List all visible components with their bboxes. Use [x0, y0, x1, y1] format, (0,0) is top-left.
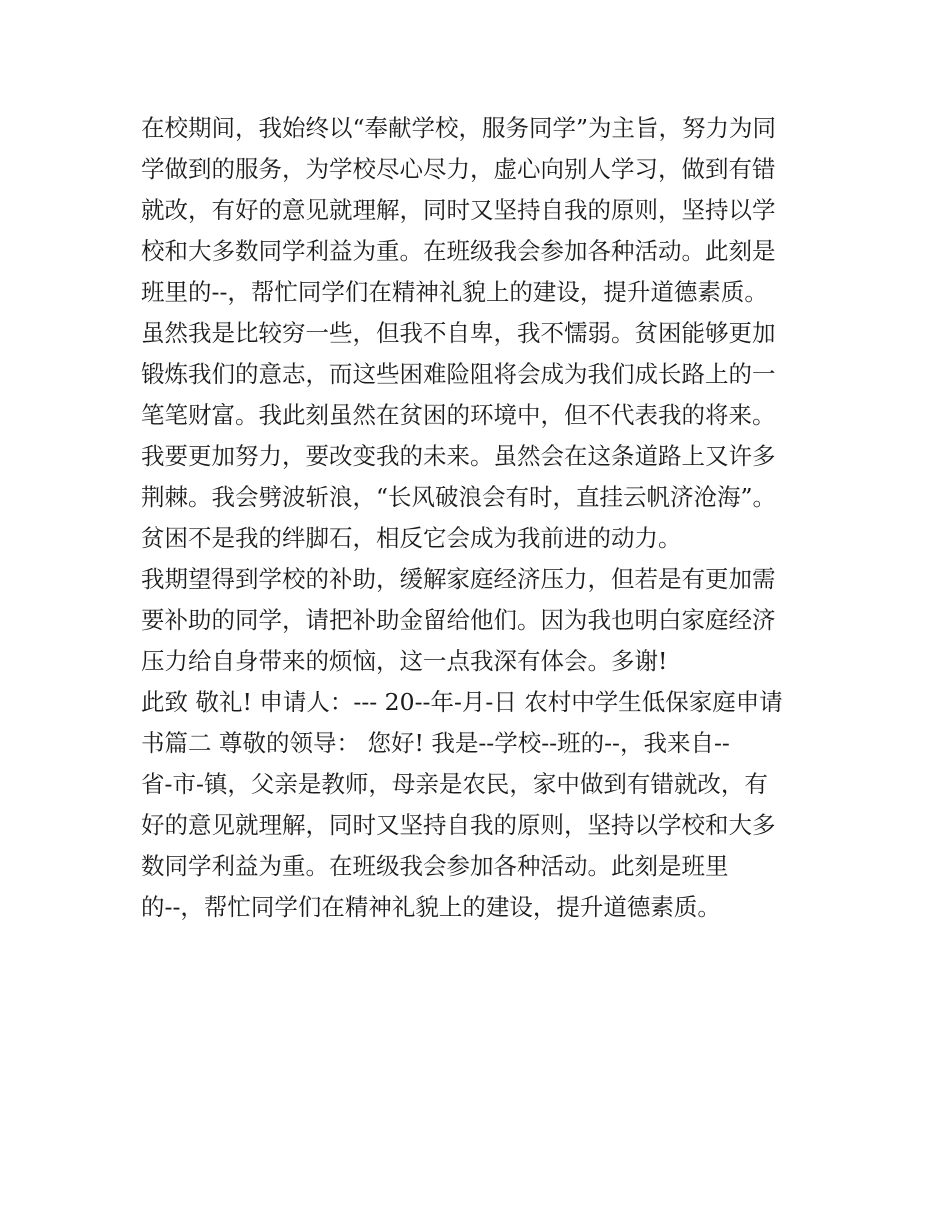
text-line: 好的意见就理解，同时又坚持自我的原则，坚持以学校和大多: [141, 811, 776, 839]
text-line: 班里的--，帮忙同学们在精神礼貌上的建设，提升道德素质。: [141, 278, 768, 306]
text-line: 虽然我是比较穷一些，但我不自卑，我不懦弱。贫困能够更加: [141, 319, 776, 347]
text-line: 要补助的同学，请把补助金留给他们。因为我也明白家庭经济: [141, 606, 776, 634]
text-line: 校和大多数同学利益为重。在班级我会参加各种活动。此刻是: [141, 237, 776, 265]
text-line: 压力给自身带来的烦恼，这一点我深有体会。多谢!: [141, 647, 668, 675]
text-line: 学做到的服务，为学校尽心尽力，虚心向别人学习，做到有错: [141, 155, 776, 183]
text-line: 笔笔财富。我此刻虽然在贫困的环境中，但不代表我的将来。: [141, 401, 776, 429]
text-line: 荆棘。我会劈波斩浪，“长风破浪会有时，直挂云帆济沧海”。: [141, 483, 777, 511]
text-line: 贫困不是我的绊脚石，相反它会成为我前进的动力。: [141, 524, 682, 552]
text-line: 数同学利益为重。在班级我会参加各种活动。此刻是班里: [141, 852, 729, 880]
text-line: 书篇二 尊敬的领导： 您好! 我是--学校--班的--，我来自--: [141, 729, 730, 757]
body-text: [141, 108, 821, 928]
text-line: 的--，帮忙同学们在精神礼貌上的建设，提升道德素质。: [141, 893, 721, 921]
text-line: 此致 敬礼! 申请人：--- 20--年-月-日 农村中学生低保家庭申请: [141, 688, 783, 716]
text-line: 锻炼我们的意志，而这些困难险阻将会成为我们成长路上的一: [141, 360, 776, 388]
text-line: 我期望得到学校的补助，缓解家庭经济压力，但若是有更加需: [141, 565, 776, 593]
text-line: 省-市-镇，父亲是教师，母亲是农民，家中做到有错就改，有: [141, 770, 768, 798]
text-line: 在校期间，我始终以“奉献学校，服务同学”为主旨，努力为同: [141, 114, 777, 142]
text-line: 就改，有好的意见就理解，同时又坚持自我的原则，坚持以学: [141, 196, 776, 224]
text-line: 我要更加努力，要改变我的未来。虽然会在这条道路上又许多: [141, 442, 776, 470]
